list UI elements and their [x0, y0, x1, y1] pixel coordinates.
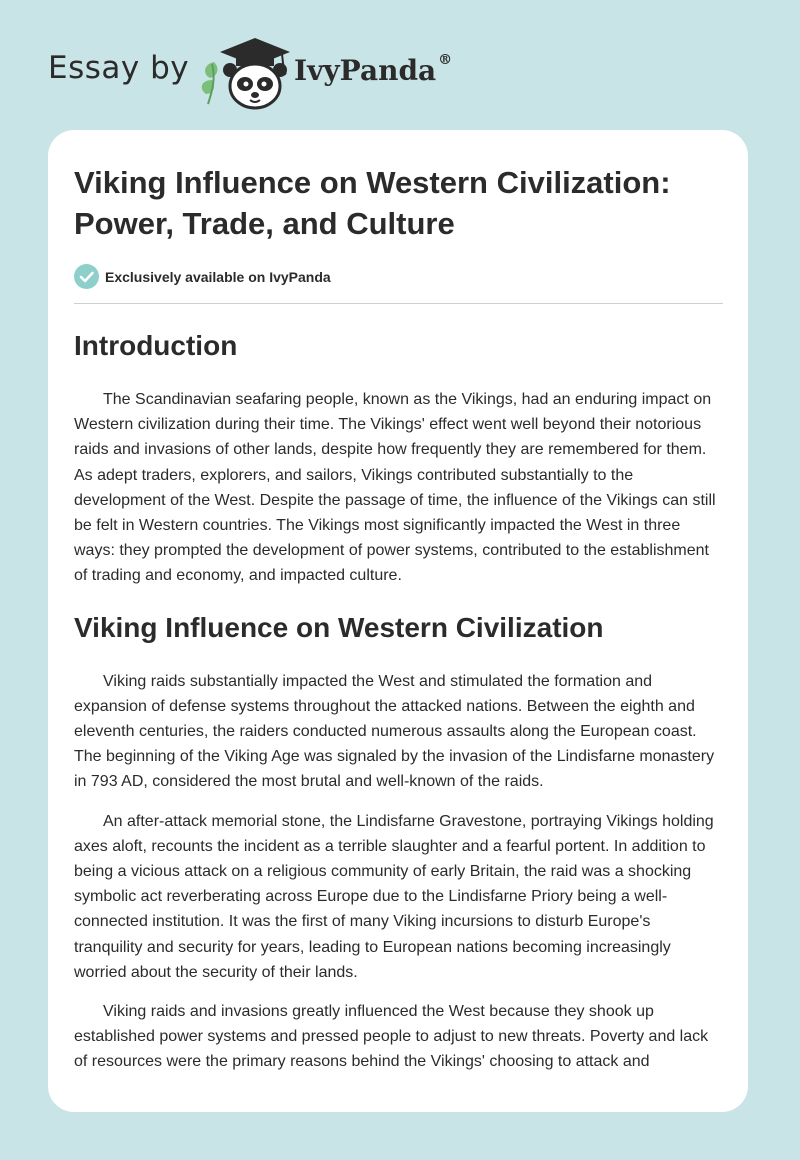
brand-name-text: IvyPanda — [294, 54, 437, 87]
essay-title: Viking Influence on Western Civilization: Power, Trade, and Culture — [74, 165, 671, 241]
paragraph: The Scandinavian seafaring people, known as the Vikings, had an enduring impact on Western civilization during their time. The Vikings' effect went well beyond their notorious raids and invasions of other lands, despite how frequently they are remembered for them. As adept traders, explorers, and sailors, Vikings contributed substantially to the development of the West. Despite the passage of time, the influence of the Vikings can still be felt in Western countries. The Vikings most significantly impacted the West in three ways: they prompted the development of power systems, contributed to the establishment of trading and economy, and impacted culture. — [74, 391, 716, 585]
exclusive-badge-label: Exclusively available on IvyPanda — [105, 268, 331, 285]
essay-content — [74, 162, 723, 1075]
essay-card — [48, 130, 748, 1112]
registered-mark: ® — [438, 52, 453, 68]
section-heading-viking-influence: Viking Influence on Western Civilization — [74, 611, 604, 643]
essay-by-label: Essay by — [48, 50, 190, 86]
brand-header[interactable] — [48, 28, 508, 108]
title-divider — [74, 303, 723, 304]
paragraph: An after-attack memorial stone, the Lindisfarne Gravestone, portraying Vikings holding axes aloft, recounts the incident as a terrible slaughter and a fearful portent. In addition to being a vicious attack on a religious community of early Britain, the raid was a shocking symbolic act reverberating across Europe due to the Lindisfarne Priory being a well-connected institution. It was the first of many Viking incursions to disturb Europe's tranquility and security for years, leading to European nations becoming increasingly worried about the security of their lands. — [74, 812, 714, 981]
panda-graduate-logo-icon — [200, 34, 290, 112]
brand-name — [294, 54, 452, 87]
section-heading-introduction: Introduction — [74, 330, 238, 361]
paragraph: Viking raids substantially impacted the West and stimulated the formation and expansion of defense systems throughout the attacked nations. Between the eighth and eleventh centuries, the raiders conducted numerous assaults along the European coast. The beginning of the Viking Age was signaled by the invasion of the Lindisfarne monastery in 793 AD, considered the most brutal and well-known of the raids. — [74, 672, 715, 791]
paragraph: Viking raids and invasions greatly influenced the West because they shook up established power systems and pressed people to adjust to new threats. Poverty and lack of resources were the primary reasons behind the Vikings' choosing to attack and — [74, 1003, 709, 1071]
exclusive-badge — [74, 263, 723, 290]
check-circle-icon — [74, 264, 99, 289]
